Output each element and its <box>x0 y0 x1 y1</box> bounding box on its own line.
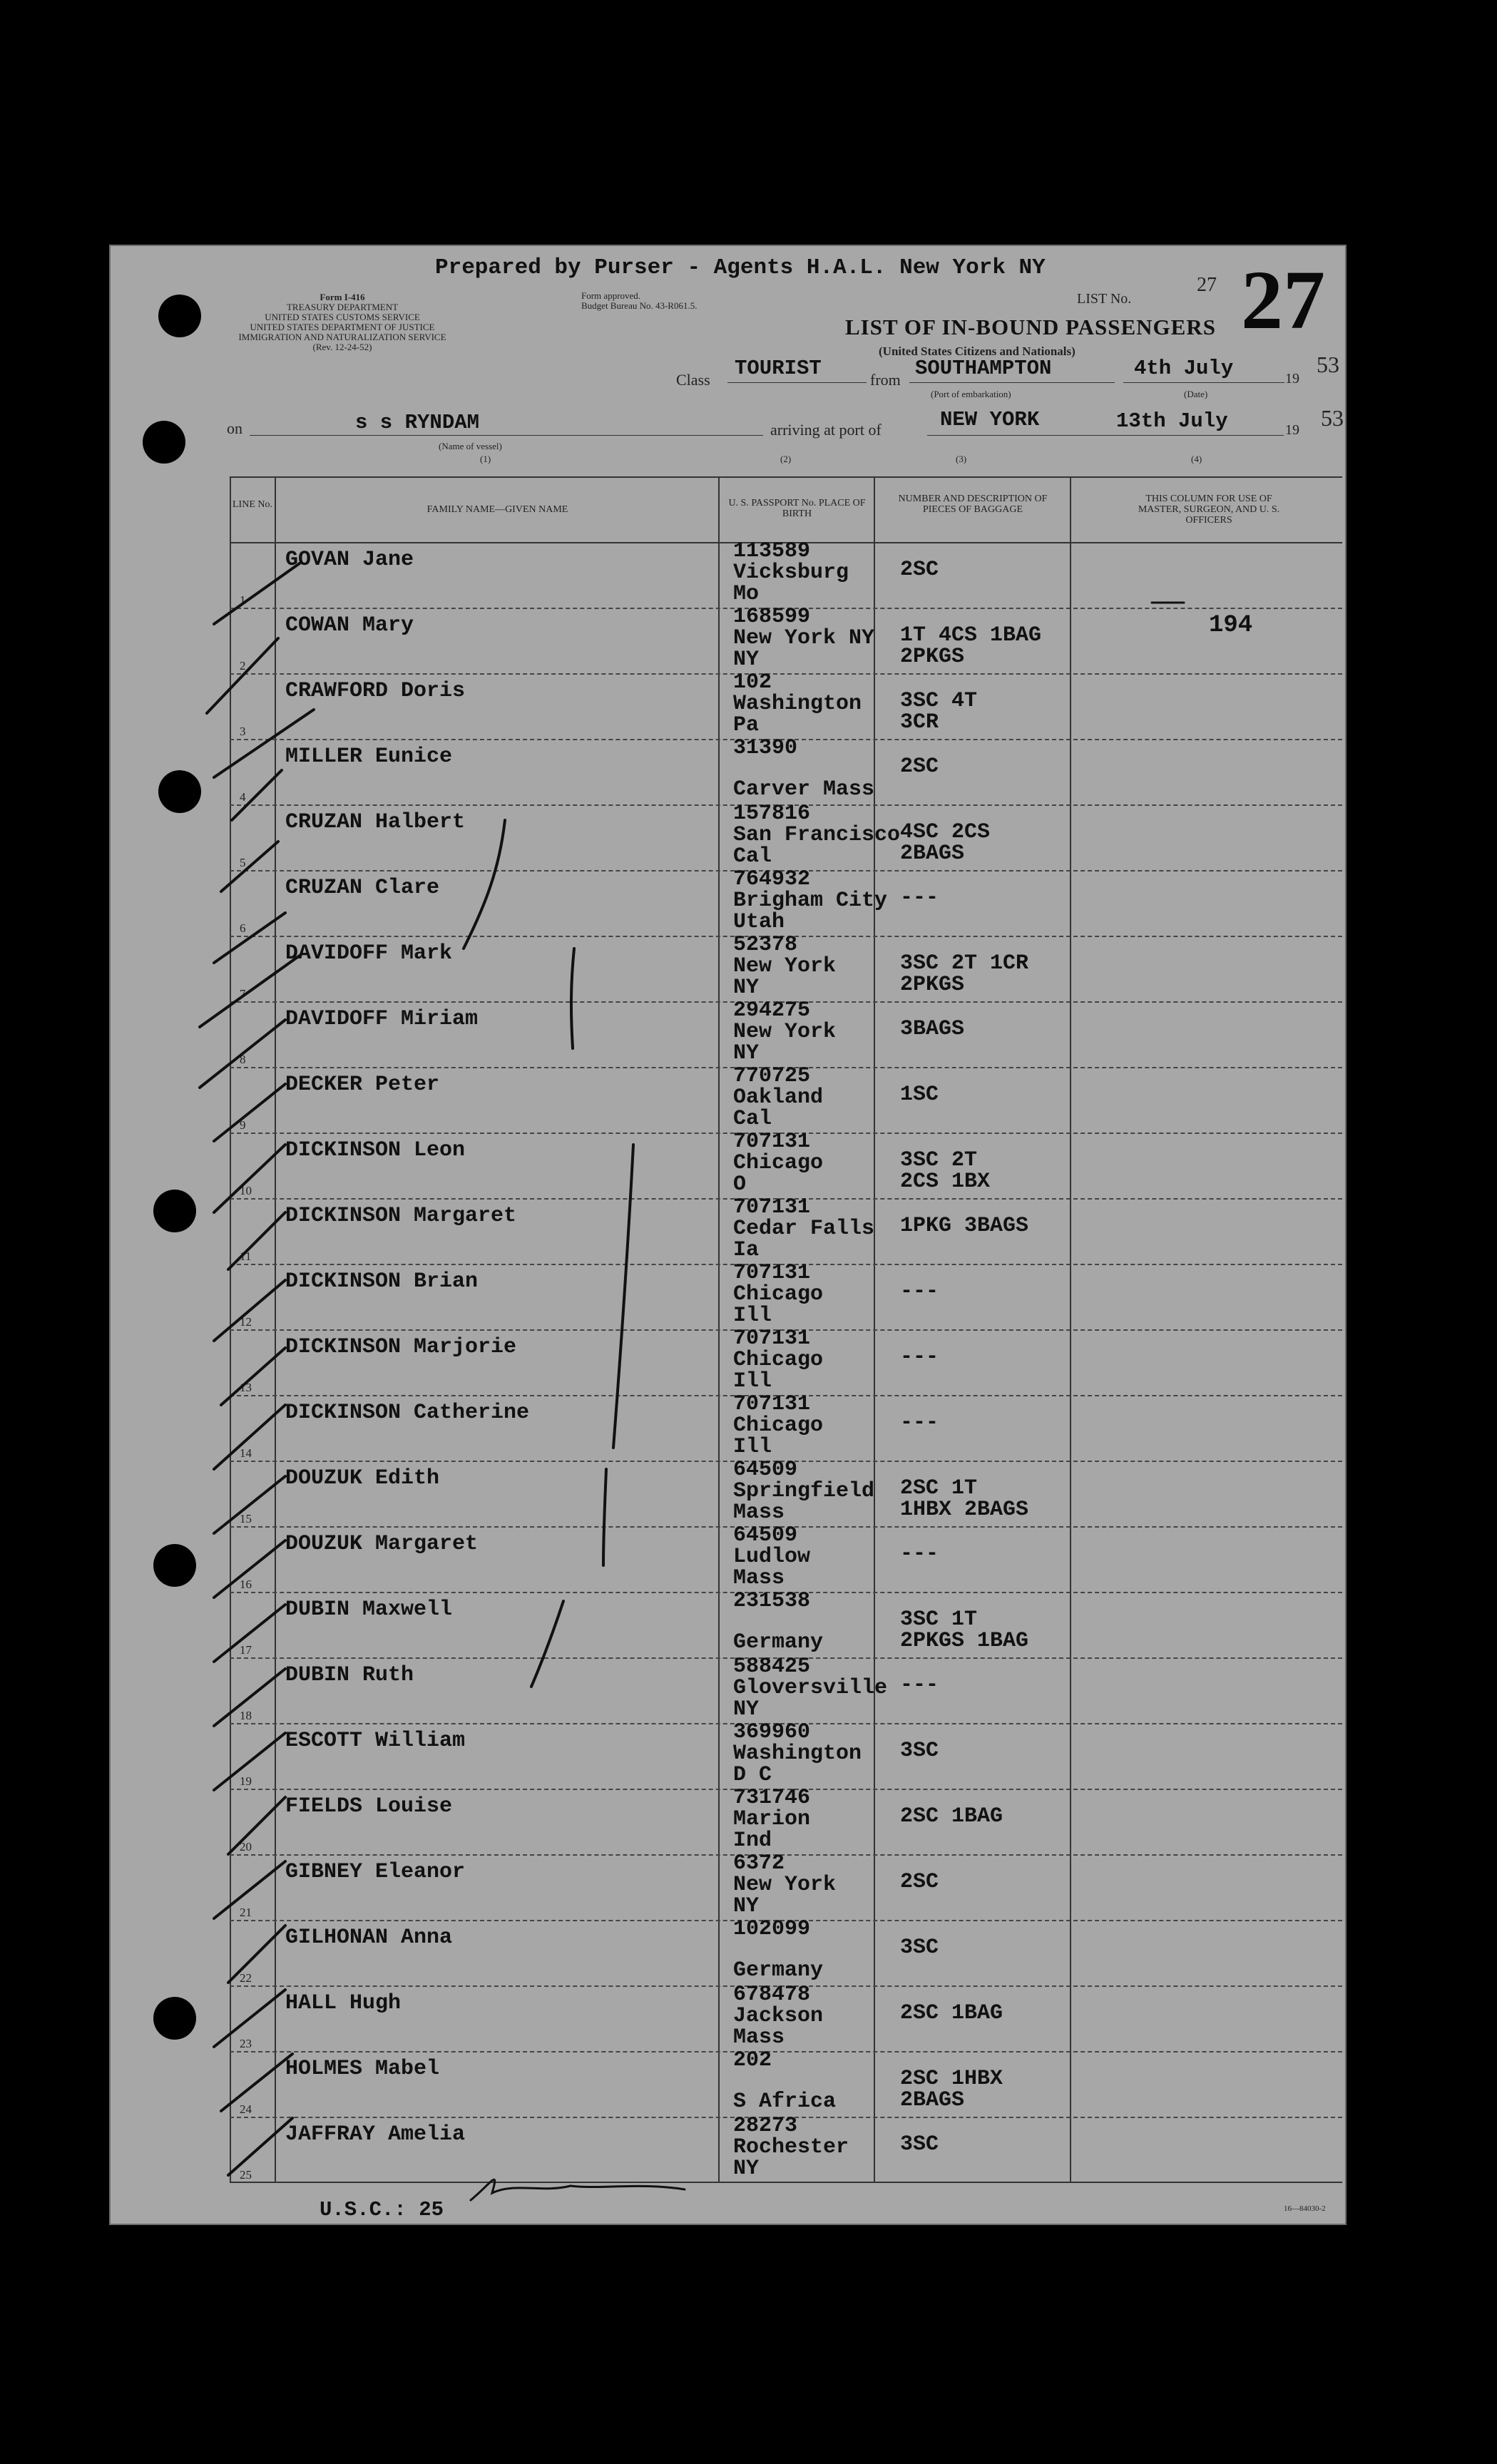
passport-number: 6372 <box>733 1851 785 1876</box>
passport-number: 52378 <box>733 933 798 957</box>
baggage-description: 3SC <box>900 1739 939 1763</box>
baggage-description: --- <box>900 1279 939 1304</box>
passport-number: 102099 <box>733 1917 811 1941</box>
baggage-description: 1T 4CS 1BAG 2PKGS <box>900 623 1042 669</box>
passenger-name: DAVIDOFF Mark <box>285 941 453 966</box>
passport-number: 707131 <box>733 1326 811 1351</box>
manifest-title: LIST OF IN-BOUND PASSENGERS <box>845 315 1216 339</box>
passenger-name: DOUZUK Margaret <box>285 1532 479 1556</box>
check-mark <box>214 1405 285 1469</box>
passport-number: 113589 <box>733 539 811 563</box>
baggage-description: --- <box>900 1542 939 1566</box>
col-num-3: (3) <box>956 454 967 464</box>
passport-number: 64509 <box>733 1458 798 1482</box>
check-mark <box>214 710 314 777</box>
passenger-name: DICKINSON Marjorie <box>285 1335 517 1359</box>
line-number: 9 <box>240 1118 246 1132</box>
passport-number: 294275 <box>733 998 811 1023</box>
place-of-birth: Gloversville NY <box>733 1676 888 1722</box>
col-header-name: FAMILY NAME—GIVEN NAME <box>426 504 568 515</box>
arrival-port: NEW YORK <box>940 408 1040 431</box>
passenger-name: DICKINSON Brian <box>285 1269 479 1294</box>
place-of-birth: New York NY NY <box>733 626 875 672</box>
passenger-name: CRUZAN Halbert <box>285 810 466 834</box>
check-mark <box>214 1084 285 1141</box>
passenger-name: ESCOTT William <box>285 1729 466 1753</box>
passenger-name: HOLMES Mabel <box>285 2057 440 2081</box>
passport-number: 764932 <box>733 867 811 891</box>
class-label: Class <box>676 371 710 389</box>
check-mark <box>232 770 282 820</box>
place-of-birth: San Francisco Cal <box>733 823 901 869</box>
baggage-description: 2SC 1HBX 2BAGS <box>900 2067 1003 2112</box>
passenger-name: DECKER Peter <box>285 1073 440 1097</box>
passenger-name: FIELDS Louise <box>285 1794 453 1819</box>
baggage-description: 3SC 4T 3CR <box>900 689 978 735</box>
passenger-name: COWAN Mary <box>285 613 414 638</box>
check-mark <box>207 638 278 713</box>
col-num-4: (4) <box>1191 454 1202 464</box>
line-number: 21 <box>240 1906 252 1919</box>
justice-dept: UNITED STATES DEPARTMENT OF JUSTICE <box>250 322 435 332</box>
embark-port: SOUTHAMPTON <box>915 357 1052 380</box>
purser-signature <box>471 2179 685 2200</box>
check-mark <box>228 1212 285 1269</box>
passenger-name: DAVIDOFF Miriam <box>285 1007 479 1031</box>
line-number: 18 <box>240 1709 252 1722</box>
passport-number: 678478 <box>733 1983 811 2007</box>
form-code: 16—84030-2 <box>1284 2204 1326 2213</box>
passport-number: 707131 <box>733 1195 811 1220</box>
col-num-2: (2) <box>780 454 792 464</box>
embark-date: 4th July <box>1134 357 1234 380</box>
place-of-birth: Chicago Ill <box>733 1414 824 1459</box>
passenger-name: GIBNEY Eleanor <box>285 1860 466 1884</box>
baggage-description: --- <box>900 1345 939 1369</box>
form-number: Form I-416 <box>320 292 365 302</box>
passenger-name: MILLER Eunice <box>285 745 453 769</box>
passenger-name: GILHONAN Anna <box>285 1926 453 1950</box>
place-of-birth: Chicago Ill <box>733 1282 824 1328</box>
baggage-description: 2SC 1T 1HBX 2BAGS <box>900 1476 1029 1522</box>
col-header-officers: THIS COLUMN FOR USE OF MASTER, SURGEON, AND U. S. OFFICERS <box>1138 494 1280 526</box>
budget-bureau: Budget Bureau No. 43-R061.5. <box>581 300 698 311</box>
passenger-name: DOUZUK Edith <box>285 1466 440 1491</box>
line-number: 4 <box>240 790 246 804</box>
place-of-birth: Cedar Falls Ia <box>733 1217 875 1262</box>
passenger-name: DICKINSON Margaret <box>285 1204 517 1228</box>
port-embark-caption: (Port of embarkation) <box>931 389 1011 399</box>
place-of-birth: Springfield Mass <box>733 1479 875 1525</box>
list-no-small: 27 <box>1197 274 1217 296</box>
check-mark <box>214 1476 285 1533</box>
passenger-name: CRAWFORD Doris <box>285 679 466 703</box>
arrival-date: 13th July <box>1116 409 1228 433</box>
col-header-baggage: NUMBER AND DESCRIPTION OF PIECES OF BAGGAGE <box>898 494 1048 515</box>
ins-service: IMMIGRATION AND NATURALIZATION SERVICE <box>238 332 446 342</box>
line-number: 8 <box>240 1053 246 1066</box>
baggage-description: --- <box>900 1411 939 1435</box>
vessel-name: s s RYNDAM <box>355 411 480 434</box>
baggage-description: 3SC 1T 2PKGS 1BAG <box>900 1607 1029 1653</box>
check-mark <box>214 1540 285 1597</box>
passport-number: 707131 <box>733 1130 811 1154</box>
check-mark <box>221 1348 285 1405</box>
customs-service: UNITED STATES CUSTOMS SERVICE <box>265 312 420 322</box>
check-mark <box>214 563 300 624</box>
baggage-description: 2SC <box>900 1870 939 1894</box>
check-mark <box>214 1669 285 1726</box>
baggage-description: 3SC 2T 2CS 1BX <box>900 1148 991 1194</box>
embark-year-prefix: 19 <box>1285 371 1299 387</box>
on-label: on <box>227 419 242 437</box>
passport-number: 770725 <box>733 1064 811 1088</box>
passport-number: 707131 <box>733 1392 811 1416</box>
baggage-description: --- <box>900 886 939 910</box>
place-of-birth: Carver Mass <box>733 777 875 802</box>
arrival-year-prefix: 19 <box>1285 422 1299 438</box>
passport-number: 588425 <box>733 1655 811 1679</box>
place-of-birth: Chicago Ill <box>733 1348 824 1394</box>
line-number: 5 <box>240 856 246 869</box>
baggage-description: 1SC <box>900 1083 939 1107</box>
line-number: 15 <box>240 1512 252 1525</box>
passport-number: 157816 <box>733 802 811 826</box>
list-no-stamp: 27 <box>1241 253 1325 347</box>
line-number: 19 <box>240 1774 252 1788</box>
class-value: TOURIST <box>735 357 822 380</box>
manifest-subtitle: (United States Citizens and Nationals) <box>879 344 1076 358</box>
from-label: from <box>870 371 901 389</box>
line-number: 14 <box>240 1446 252 1460</box>
place-of-birth: Brigham City Utah <box>733 889 888 934</box>
line-number: 17 <box>240 1643 252 1657</box>
line-number: 25 <box>240 2168 252 2182</box>
treasury-dept: TREASURY DEPARTMENT <box>286 302 399 312</box>
passport-number: 31390 <box>733 736 798 760</box>
passenger-name: JAFFRAY Amelia <box>285 2122 466 2147</box>
passport-number: 168599 <box>733 605 811 629</box>
passport-number: 707131 <box>733 1261 811 1285</box>
line-number: 10 <box>240 1184 252 1197</box>
passenger-name: DICKINSON Leon <box>285 1138 466 1162</box>
place-of-birth: Marion Ind <box>733 1807 811 1853</box>
officer-note: 194 <box>1209 612 1253 639</box>
bracket-mark <box>603 1469 606 1565</box>
check-mark <box>214 913 285 963</box>
line-number: 24 <box>240 2102 252 2116</box>
place-of-birth: Chicago O <box>733 1151 824 1197</box>
baggage-description: 2SC 1BAG <box>900 2001 1003 2025</box>
line-number: 1 <box>240 593 246 607</box>
line-number: 6 <box>240 921 246 935</box>
baggage-description: 3SC 2T 1CR 2PKGS <box>900 951 1029 997</box>
bracket-mark <box>613 1145 633 1448</box>
place-of-birth: New York NY <box>733 1020 837 1065</box>
check-mark <box>228 1926 285 1983</box>
revision-date: (Rev. 12-24-52) <box>312 342 372 352</box>
check-mark <box>214 1605 285 1662</box>
check-mark <box>221 842 278 891</box>
passenger-name: DICKINSON Catherine <box>285 1401 530 1425</box>
col-header-passport: U. S. PASSPORT No. PLACE OF BIRTH <box>728 498 866 519</box>
place-of-birth: Jackson Mass <box>733 2004 824 2050</box>
passenger-name: GOVAN Jane <box>285 548 414 572</box>
col-header-line-no: LINE No. <box>233 499 272 510</box>
check-mark <box>221 2054 292 2111</box>
baggage-description: --- <box>900 1673 939 1697</box>
place-of-birth: New York NY <box>733 1873 837 1918</box>
check-mark <box>200 956 300 1027</box>
bracket-mark <box>531 1601 563 1687</box>
baggage-description: 3SC <box>900 2132 939 2157</box>
form-approved: Form approved. <box>581 290 641 301</box>
passport-number: 64509 <box>733 1523 798 1548</box>
line-number: 7 <box>240 987 246 1001</box>
bracket-mark <box>464 820 505 949</box>
baggage-description: 3SC <box>900 1936 939 1960</box>
passport-number: 202 <box>733 2048 772 2072</box>
place-of-birth: New York NY <box>733 954 837 1000</box>
baggage-description: 3BAGS <box>900 1017 965 1041</box>
list-no-label: LIST No. <box>1077 291 1132 307</box>
check-mark <box>200 1020 285 1088</box>
passenger-name: DUBIN Maxwell <box>285 1597 453 1622</box>
place-of-birth: Germany <box>733 1630 824 1655</box>
baggage-description: 2SC <box>900 558 939 582</box>
line-number: 2 <box>240 659 246 673</box>
check-mark <box>214 1990 285 2047</box>
embark-year: 53 <box>1317 352 1339 377</box>
vessel-caption: (Name of vessel) <box>439 441 502 451</box>
line-number: 3 <box>240 725 246 738</box>
col-num-1: (1) <box>480 454 491 464</box>
bracket-mark <box>571 949 574 1048</box>
place-of-birth: S Africa <box>733 2090 837 2114</box>
prepared-by-line: Prepared by Purser - Agents H.A.L. New York NY <box>435 255 1046 280</box>
passport-number: 102 <box>733 670 772 695</box>
line-number: 22 <box>240 1971 252 1985</box>
baggage-description: 4SC 2CS 2BAGS <box>900 820 991 866</box>
line-number: 12 <box>240 1315 252 1329</box>
date-caption: (Date) <box>1184 389 1208 399</box>
baggage-description: 2SC <box>900 755 939 779</box>
place-of-birth: Oakland Cal <box>733 1085 824 1131</box>
check-mark <box>214 1280 285 1341</box>
usc-count: U.S.C.: 25 <box>320 2198 444 2222</box>
line-number: 13 <box>240 1381 252 1394</box>
place-of-birth: Washington D C <box>733 1742 862 1787</box>
passport-number: 369960 <box>733 1720 811 1744</box>
arriving-label: arriving at port of <box>770 421 882 439</box>
check-mark <box>214 1733 285 1790</box>
place-of-birth: Washington Pa <box>733 692 862 737</box>
place-of-birth: Rochester NY <box>733 2135 849 2181</box>
place-of-birth: Ludlow Mass <box>733 1545 811 1590</box>
baggage-description: 2SC 1BAG <box>900 1804 1003 1829</box>
check-mark <box>214 1145 285 1212</box>
line-number: 20 <box>240 1840 252 1854</box>
check-mark <box>228 2118 292 2175</box>
line-number: 11 <box>240 1249 252 1263</box>
baggage-description: 1PKG 3BAGS <box>900 1214 1029 1238</box>
check-mark <box>214 1861 285 1918</box>
check-mark <box>228 1797 285 1854</box>
passport-number: 731746 <box>733 1786 811 1810</box>
place-of-birth: Germany <box>733 1958 824 1983</box>
passport-number: 28273 <box>733 2114 798 2138</box>
passport-number: 231538 <box>733 1589 811 1613</box>
arrival-year: 53 <box>1321 405 1344 431</box>
place-of-birth: Vicksburg Mo <box>733 561 849 606</box>
passenger-name: HALL Hugh <box>285 1991 402 2015</box>
line-number: 23 <box>240 2037 252 2050</box>
passenger-name: DUBIN Ruth <box>285 1663 414 1687</box>
line-number: 16 <box>240 1578 252 1591</box>
passenger-name: CRUZAN Clare <box>285 876 440 900</box>
